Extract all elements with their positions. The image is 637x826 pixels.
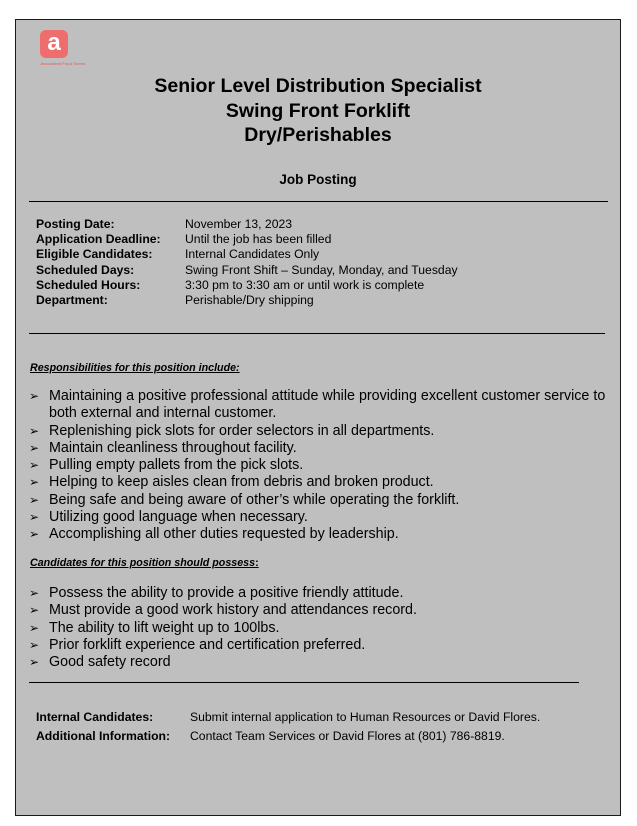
list-item-text: Maintain cleanliness throughout facility. <box>49 439 297 456</box>
detail-label: Department: <box>36 292 108 307</box>
list-item-text: Helping to keep aisles clean from debris and broken product. <box>49 474 434 491</box>
candidates-heading <box>30 557 259 569</box>
list-item <box>29 457 611 474</box>
arrow-bullet-icon: ➢ <box>29 603 40 618</box>
list-item <box>29 440 611 457</box>
list-item-text: Must provide a good work history and attendances record. <box>49 602 417 619</box>
arrow-bullet-icon: ➢ <box>29 389 40 403</box>
detail-label: Scheduled Hours: <box>36 277 141 292</box>
arrow-bullet-icon: ➢ <box>29 423 40 438</box>
list-item <box>29 654 611 671</box>
arrow-bullet-icon: ➢ <box>29 492 40 507</box>
list-item <box>29 526 611 543</box>
arrow-bullet-icon: ➢ <box>29 637 40 652</box>
divider <box>29 682 579 683</box>
detail-label: Application Deadline: <box>36 232 161 247</box>
detail-label: Eligible Candidates: <box>36 247 153 262</box>
list-item <box>29 509 611 526</box>
detail-value: 3:30 pm to 3:30 am or until work is complete <box>185 277 425 292</box>
arrow-bullet-icon: ➢ <box>29 458 40 473</box>
job-title <box>16 74 620 148</box>
list-item-text: The ability to lift weight up to 100lbs. <box>49 619 280 636</box>
divider <box>29 333 605 334</box>
list-item <box>29 492 611 509</box>
list-item-text: Maintaining a positive professional attitude while providing excellent customer service to both external and internal customer. <box>49 388 606 422</box>
list-item-text: Replenishing pick slots for order selectors in all departments. <box>49 422 435 439</box>
logo-caption: Associated Food Stores <box>40 61 86 66</box>
candidates-heading-text: Candidates for this position should possess <box>30 557 256 569</box>
list-item-text: Accomplishing all other duties requested by leadership. <box>49 526 399 543</box>
footer-value: Submit internal application to Human Resources or David Flores. <box>190 710 541 724</box>
list-item-text: Good safety record <box>49 654 171 671</box>
title-line: Swing Front Forklift <box>225 99 411 122</box>
detail-value: Swing Front Shift – Sunday, Monday, and Tuesday <box>185 262 458 277</box>
arrow-bullet-icon: ➢ <box>29 586 40 600</box>
title-line: Dry/Perishables <box>244 124 392 146</box>
list-item-text: Prior forklift experience and certification preferred. <box>49 636 366 653</box>
subtitle: Job Posting <box>279 172 357 187</box>
list-item-text: Utilizing good language when necessary. <box>49 509 308 526</box>
detail-value: Internal Candidates Only <box>185 247 320 262</box>
list-item <box>29 637 611 654</box>
logo-icon: a <box>40 30 68 58</box>
detail-value: Perishable/Dry shipping <box>185 292 314 307</box>
detail-label: Scheduled Days: <box>36 262 135 277</box>
list-item <box>29 602 611 619</box>
list-item <box>29 388 611 423</box>
list-item <box>29 474 611 491</box>
footer-label: Internal Candidates: <box>36 710 154 724</box>
arrow-bullet-icon: ➢ <box>29 440 40 455</box>
job-posting-document <box>15 19 621 816</box>
list-item <box>29 585 611 602</box>
arrow-bullet-icon: ➢ <box>29 475 40 490</box>
candidates-heading-colon: : <box>255 557 259 569</box>
responsibilities-heading: Responsibilities for this position include: <box>30 362 240 374</box>
candidates-list <box>29 585 611 671</box>
detail-label: Posting Date: <box>36 217 115 231</box>
responsibilities-list <box>29 388 611 544</box>
detail-value: November 13, 2023 <box>185 217 293 231</box>
detail-value: Until the job has been filled <box>185 232 332 247</box>
arrow-bullet-icon: ➢ <box>29 620 40 635</box>
arrow-bullet-icon: ➢ <box>29 527 40 542</box>
title-line: Senior Level Distribution Specialist <box>154 75 482 97</box>
arrow-bullet-icon: ➢ <box>29 655 40 670</box>
list-item <box>29 620 611 637</box>
company-logo <box>37 29 86 70</box>
list-item-text: Being safe and being aware of other’s while operating the forklift. <box>49 491 460 508</box>
list-item-text: Pulling empty pallets from the pick slots. <box>49 457 304 474</box>
divider <box>29 201 608 202</box>
footer-value: Contact Team Services or David Flores at (801) 786-8819. <box>190 729 505 743</box>
footer-label: Additional Information: <box>36 729 171 743</box>
arrow-bullet-icon: ➢ <box>29 510 40 525</box>
list-item-text: Possess the ability to provide a positive friendly attitude. <box>49 585 404 601</box>
list-item <box>29 423 611 440</box>
